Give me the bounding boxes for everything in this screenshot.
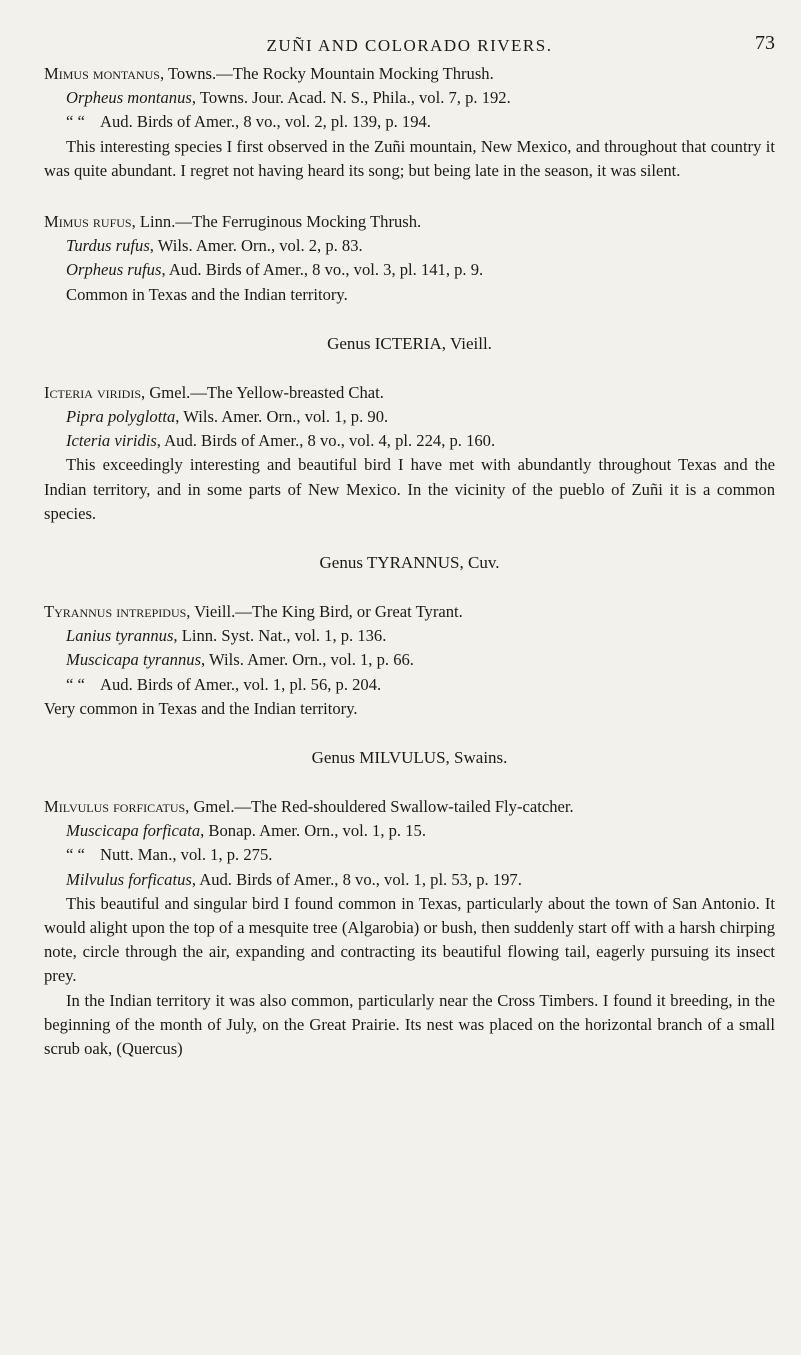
- running-head: [44, 0, 775, 62]
- species-authority: , Gmel.—The Yellow-breasted Chat.: [141, 382, 384, 402]
- species-note: This beautiful and singular bird I found common in Texas, particularly about the town of San Antonio. It would alight upon the top of a mesquite tree (Algarobia) or bush, then suddenly start off with a harsh chirping note, circle through the air, expanding and contracting its beautiful flowing tail, eagerly pursuing its insect prey.: [44, 893, 775, 986]
- synonym-ref: , Aud. Birds of Amer., 8 vo., vol. 3, pl. 141, p. 9.: [161, 260, 484, 280]
- species-note: This exceedingly interesting and beautiful bird I have met with abundantly throughout Texas and the Indian territory, and in some parts of New Mexico. In the vicinity of the pueblo of Zuñi it is a common species.: [44, 455, 775, 523]
- running-title: ZUÑI AND COLORADO RIVERS.: [266, 36, 553, 55]
- synonym-line: [66, 819, 775, 843]
- synonym-line: [66, 110, 775, 134]
- synonym-name: Orpheus rufus: [66, 260, 162, 280]
- habitat-line: Very common in Texas and the Indian territory.: [44, 698, 358, 718]
- page-number: 73: [755, 32, 775, 54]
- synonym-ref: , Wils. Amer. Orn., vol. 1, p. 90.: [175, 407, 389, 427]
- synonym-ref: , Linn. Syst. Nat., vol. 1, p. 136.: [173, 626, 387, 646]
- synonym-ref: , Wils. Amer. Orn., vol. 1, p. 66.: [201, 650, 414, 670]
- synonym-line: [66, 86, 775, 110]
- species-note: This interesting species I first observed in the Zuñi mountain, New Mexico, and throughout that country it was quite abundant. I regret not having heard its song; but being late in the season, it was silent.: [44, 136, 775, 180]
- species-name: Tyrannus intrepidus: [44, 602, 187, 622]
- synonym-line: [66, 624, 775, 648]
- species-heading: [44, 795, 775, 819]
- species-authority: , Vieill.—The King Bird, or Great Tyrant.: [186, 602, 463, 622]
- synonym-name: Icteria viridis: [66, 431, 157, 451]
- synonym-line: [66, 648, 775, 672]
- species-name: Icteria viridis: [44, 382, 142, 402]
- species-note-continued: In the Indian territory it was also common, particularly near the Cross Timbers. I found it breeding, in the beginning of the month of July, on the Great Prairie. Its nest was placed on the horizontal branch of a small scrub oak, (Quercus): [44, 990, 775, 1059]
- synonym-name: Pipra polyglotta: [66, 407, 176, 427]
- synonym-line: [66, 429, 775, 453]
- synonym-name: Orpheus montanus: [66, 88, 192, 108]
- synonym-ref: Aud. Birds of Amer., vol. 1, pl. 56, p. 204.: [100, 674, 382, 694]
- synonym-line: [66, 673, 775, 697]
- synonym-ref: , Towns. Jour. Acad. N. S., Phila., vol. 7, p. 192.: [191, 88, 511, 108]
- synonym-line: [66, 843, 775, 867]
- species-name: Milvulus forficatus: [44, 797, 186, 817]
- synonym-line: [66, 234, 775, 258]
- synonym-name: Turdus rufus: [66, 236, 150, 256]
- synonym-ref: Nutt. Man., vol. 1, p. 275.: [100, 845, 273, 865]
- species-authority: , Gmel.—The Red-shouldered Swallow-tailed Fly-catcher.: [185, 797, 574, 817]
- habitat-line: Common in Texas and the Indian territory.: [66, 284, 348, 304]
- ditto-mark: “ “: [66, 845, 85, 865]
- synonym-ref: , Bonap. Amer. Orn., vol. 1, p. 15.: [200, 821, 426, 841]
- ditto-mark: “ “: [66, 674, 85, 694]
- species-name: Mimus montanus: [44, 64, 160, 83]
- genus-heading: Genus TYRANNUS, Cuv.: [319, 553, 500, 573]
- synonym-name: Milvulus forficatus: [66, 869, 192, 889]
- synonym-ref: , Wils. Amer. Orn., vol. 2, p. 83.: [149, 236, 363, 256]
- synonym-line: [66, 405, 775, 429]
- species-heading: [44, 210, 775, 234]
- species-heading: [44, 600, 775, 624]
- synonym-name: Muscicapa forficata: [66, 821, 201, 841]
- species-heading: [44, 381, 775, 405]
- synonym-name: Lanius tyrannus: [66, 626, 174, 646]
- genus-heading: Genus MILVULUS, Swains.: [311, 748, 508, 768]
- genus-heading: Genus ICTERIA, Vieill.: [327, 333, 492, 353]
- species-heading: [44, 62, 775, 86]
- synonym-ref: Aud. Birds of Amer., 8 vo., vol. 2, pl. 139, p. 194.: [100, 112, 431, 132]
- synonym-ref: , Aud. Birds of Amer., 8 vo., vol. 4, pl. 224, p. 160.: [156, 431, 496, 451]
- ditto-mark: “ “: [66, 112, 85, 132]
- species-name: Mimus rufus: [44, 212, 132, 232]
- synonym-name: Muscicapa tyrannus: [66, 650, 202, 670]
- synonym-line: [66, 258, 775, 282]
- species-authority: , Linn.—The Ferruginous Mocking Thrush.: [131, 212, 422, 232]
- synonym-line: [66, 868, 775, 892]
- species-authority: , Towns.—The Rocky Mountain Mocking Thrush.: [159, 64, 494, 83]
- synonym-ref: , Aud. Birds of Amer., 8 vo., vol. 1, pl. 53, p. 197.: [191, 869, 522, 889]
